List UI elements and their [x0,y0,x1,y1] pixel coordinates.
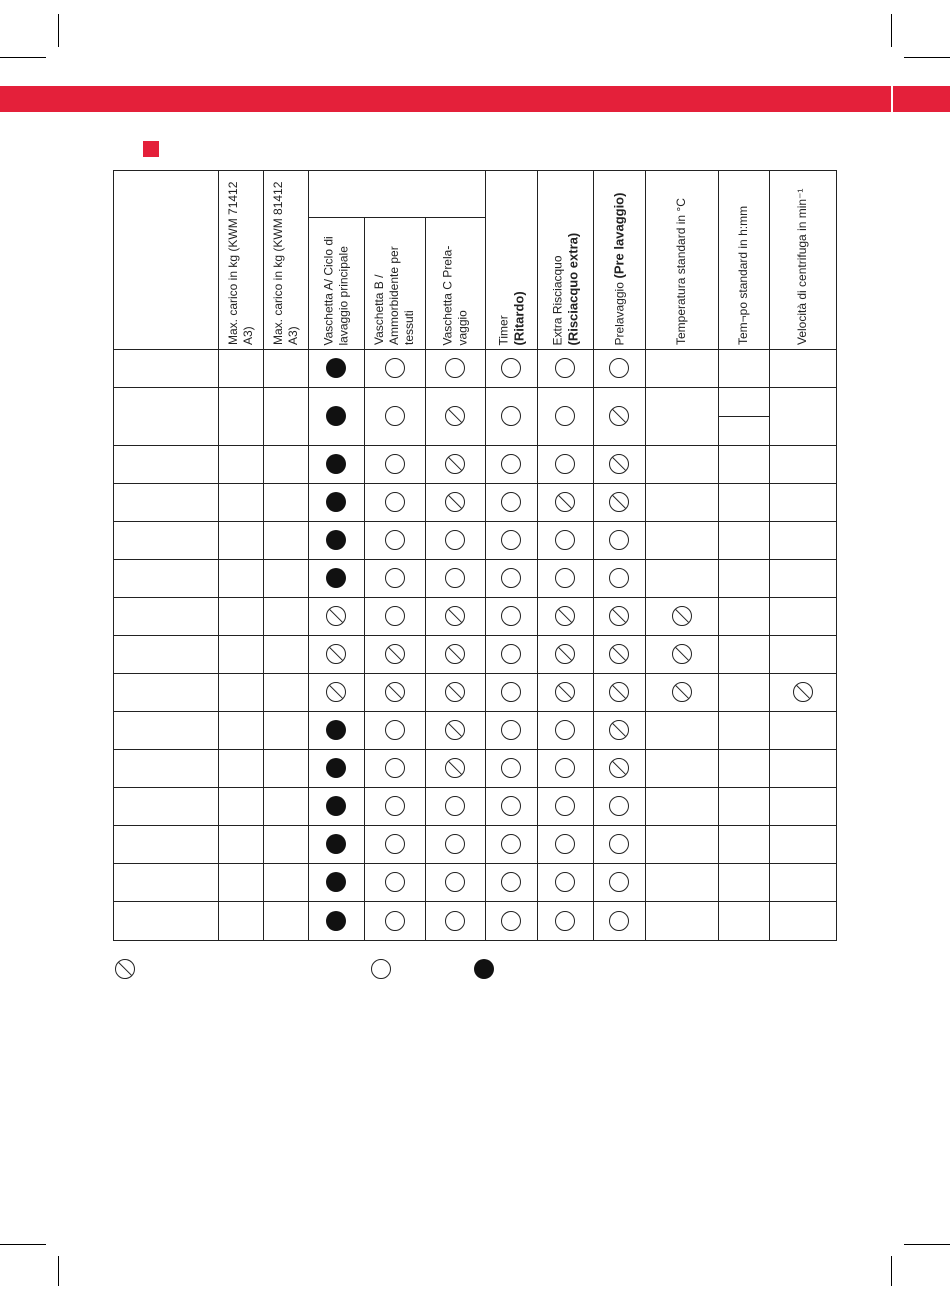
open-circle-icon [555,530,575,550]
open-circle-icon [555,358,575,378]
open-circle-icon [501,454,521,474]
prohibited-circle-icon [326,682,346,702]
header-extra [540,178,590,345]
open-circle-icon [501,834,521,854]
filled-circle-icon [326,720,346,740]
row-divider [113,711,836,712]
row-divider [113,635,836,636]
crop-mark [0,1244,46,1245]
open-circle-icon [609,530,629,550]
open-circle-icon [501,720,521,740]
open-circle-icon [371,959,391,979]
prohibited-circle-icon [609,606,629,626]
prohibited-circle-icon [672,606,692,626]
prohibited-circle-icon [445,492,465,512]
header-text: Tem¬po standard in h:mm [736,205,750,345]
open-circle-icon [501,872,521,892]
row-divider [113,559,836,560]
crop-mark [0,57,46,58]
filled-circle-icon [326,358,346,378]
open-circle-icon [555,758,575,778]
row-divider [113,787,836,788]
open-circle-icon [385,492,405,512]
program-table [113,170,837,941]
header-text: Timer [496,314,510,345]
crop-mark [904,1244,950,1245]
row-divider [113,597,836,598]
open-circle-icon [609,911,629,931]
crop-mark [58,14,59,47]
open-circle-icon [609,834,629,854]
open-circle-icon [555,406,575,426]
header-text: Max. carico in kg (KWM 81412 A3) [270,181,300,345]
dispenser-group-divider [308,217,485,218]
open-circle-icon [501,530,521,550]
open-circle-icon [555,720,575,740]
prohibited-circle-icon [609,492,629,512]
row-divider [113,483,836,484]
header-text: Velocità di centrifuga in min⁻¹ [795,188,809,345]
open-circle-icon [555,568,575,588]
open-circle-icon [501,644,521,664]
row-divider [113,749,836,750]
header-time [721,178,766,345]
open-circle-icon [501,911,521,931]
filled-circle-icon [326,530,346,550]
open-circle-icon [555,796,575,816]
prohibited-circle-icon [555,644,575,664]
header-timer [488,178,534,345]
prohibited-circle-icon [555,682,575,702]
prohibited-circle-icon [609,406,629,426]
filled-circle-icon [326,796,346,816]
open-circle-icon [445,568,465,588]
row-divider [113,673,836,674]
open-circle-icon [609,358,629,378]
open-circle-icon [555,834,575,854]
prohibited-circle-icon [609,758,629,778]
header-text: Vaschetta A/ Ciclo di lavaggio principale [321,235,350,345]
band-gap [891,86,893,112]
open-circle-icon [609,872,629,892]
filled-circle-icon [326,454,346,474]
open-circle-icon [385,568,405,588]
row-divider [113,387,836,388]
prohibited-circle-icon [445,758,465,778]
row-divider [113,521,836,522]
prohibited-circle-icon [609,644,629,664]
open-circle-icon [445,796,465,816]
prohibited-circle-icon [445,454,465,474]
prohibited-circle-icon [115,959,135,979]
open-circle-icon [501,682,521,702]
prohibited-circle-icon [445,644,465,664]
crop-mark [904,57,950,58]
prohibited-circle-icon [555,606,575,626]
header-text: Temperatura standard in °C [674,198,688,345]
header-dispA [311,222,361,345]
header-spin [772,178,833,345]
header-load71 [221,178,260,345]
open-circle-icon [501,492,521,512]
crop-mark [891,1256,892,1286]
prohibited-circle-icon [793,682,813,702]
row-divider [113,445,836,446]
header-temp [648,178,715,345]
open-circle-icon [385,720,405,740]
header-dispC [428,222,482,345]
filled-circle-icon [326,492,346,512]
crop-mark [891,14,892,47]
row-divider [113,901,836,902]
open-circle-icon [385,358,405,378]
open-circle-icon [555,911,575,931]
column-divider [425,217,426,940]
header-bold-text: (Risciacquo extra) [565,232,580,345]
header-text: Prelavaggio [612,281,626,345]
table-border [113,170,836,171]
row-divider [113,349,836,350]
open-circle-icon [385,872,405,892]
header-band [0,86,950,112]
header-text: Vaschetta C Prela-vaggio [440,245,469,345]
crop-mark [58,1256,59,1286]
prohibited-circle-icon [326,606,346,626]
header-load81 [266,178,305,345]
open-circle-icon [445,872,465,892]
header-text: Vaschetta B / Ammorbidente per tessuti [372,246,416,345]
filled-circle-icon [326,872,346,892]
header-dispB [367,222,422,345]
row-divider [113,863,836,864]
open-circle-icon [609,568,629,588]
prohibited-circle-icon [445,406,465,426]
open-circle-icon [385,454,405,474]
prohibited-circle-icon [609,720,629,740]
open-circle-icon [501,796,521,816]
prohibited-circle-icon [385,644,405,664]
prohibited-circle-icon [445,682,465,702]
row-divider [113,825,836,826]
header-text: Max. carico in kg (KWM 71412 A3) [225,181,255,345]
open-circle-icon [501,568,521,588]
open-circle-icon [385,606,405,626]
prohibited-circle-icon [555,492,575,512]
open-circle-icon [501,758,521,778]
open-circle-icon [501,606,521,626]
table-border [836,170,837,940]
prohibited-circle-icon [445,606,465,626]
open-circle-icon [385,758,405,778]
filled-circle-icon [326,406,346,426]
open-circle-icon [385,796,405,816]
open-circle-icon [385,530,405,550]
header-prewash [596,178,642,345]
header-text: Extra Risciacquo [550,254,564,345]
open-circle-icon [385,834,405,854]
open-circle-icon [445,911,465,931]
column-divider [364,217,365,940]
open-circle-icon [445,530,465,550]
filled-circle-icon [326,758,346,778]
header-bold-text: (Pre lavaggio) [611,192,626,282]
section-marker-square [143,141,159,157]
open-circle-icon [501,406,521,426]
table-border [113,940,837,941]
open-circle-icon [555,872,575,892]
prohibited-circle-icon [609,454,629,474]
filled-circle-icon [326,834,346,854]
open-circle-icon [445,358,465,378]
header-bold-text: (Ritardo) [511,290,526,345]
filled-circle-icon [326,568,346,588]
prohibited-circle-icon [385,682,405,702]
open-circle-icon [555,454,575,474]
filled-circle-icon [474,959,494,979]
open-circle-icon [445,834,465,854]
prohibited-circle-icon [609,682,629,702]
prohibited-circle-icon [672,644,692,664]
prohibited-circle-icon [672,682,692,702]
open-circle-icon [501,358,521,378]
open-circle-icon [609,796,629,816]
prohibited-circle-icon [445,720,465,740]
open-circle-icon [385,406,405,426]
filled-circle-icon [326,911,346,931]
prohibited-circle-icon [326,644,346,664]
open-circle-icon [385,911,405,931]
cell-divider [718,416,769,417]
